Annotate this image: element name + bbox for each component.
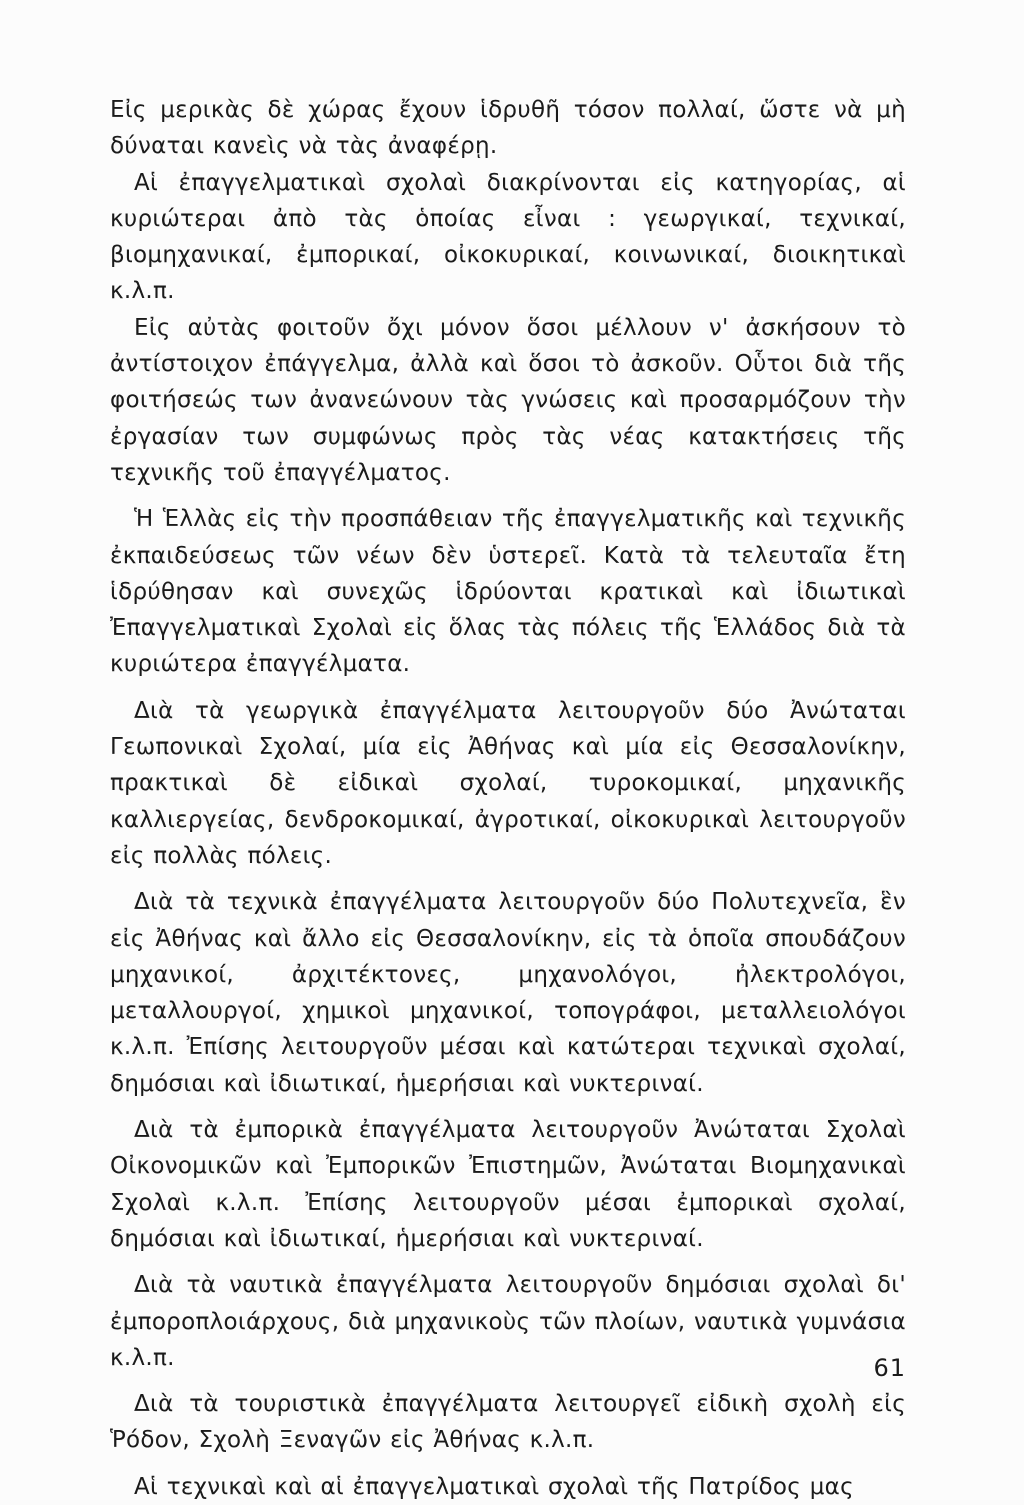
paragraph-6: Διὰ τὰ τεχνικὰ ἐπαγγέλματα λειτουργοῦν δύο Πολυτεχνεῖα, ἓν εἰς Ἀθήνας καὶ ἄλλο εἰς Θεσσαλονίκην, εἰς τὰ ὁποῖα σπουδάζουν μηχανικοί, ἀρχιτέκτονες, μηχανολόγοι, ἠλεκτρολόγοι, μεταλλουργοί, χημικοὶ μηχανικοί, τοπογράφοι, μεταλλειολόγοι κ.λ.π. Ἐπίσης λειτουργοῦν μέσαι καὶ κατώτεραι τεχνικαὶ σχολαί, δημόσιαι καὶ ἰδιωτικαί, ἡμερήσιαι καὶ νυκτεριναί. xyxy=(110,889,906,1097)
paragraph-4: Ἡ Ἑλλὰς εἰς τὴν προσπάθειαν τῆς ἐπαγγελματικῆς καὶ τεχνικῆς ἐκπαιδεύσεως τῶν νέων δὲν ὑστερεῖ. Κατὰ τὰ τελευταῖα ἔτη ἱδρύθησαν καὶ συνεχῶς ἱδρύονται κρατικαὶ καὶ ἰδιωτικαὶ Ἐπαγγελματικαὶ Σχολαὶ εἰς ὅλας τὰς πόλεις τῆς Ἑλλάδος διὰ τὰ κυριώτερα ἐπαγγέλματα. xyxy=(110,506,906,678)
paragraph-1: Εἰς μερικὰς δὲ χώρας ἔχουν ἱδρυθῆ τόσον πολλαί, ὥστε νὰ μὴ δύναται κανεὶς νὰ τὰς ἀναφέρῃ. xyxy=(110,97,906,160)
paragraph-3: Εἰς αὐτὰς φοιτοῦν ὄχι μόνον ὅσοι μέλλουν ν' ἀσκήσουν τὸ ἀντίστοιχον ἐπάγγελμα, ἀλλὰ καὶ ὅσοι τὸ ἀσκοῦν. Οὗτοι διὰ τῆς φοιτήσεώς των ἀνανεώνουν τὰς γνώσεις καὶ προσαρμόζουν τὴν ἐργασίαν των συμφώνως πρὸς τὰς νέας κατακτήσεις τῆς τεχνικῆς τοῦ ἐπαγγέλματος. xyxy=(110,314,906,486)
paragraph-8: Διὰ τὰ ναυτικὰ ἐπαγγέλματα λειτουργοῦν δημόσιαι σχολαὶ δι' ἐμποροπλοιάρχους, διὰ μηχανικοὺς τῶν πλοίων, ναυτικὰ γυμνάσια κ.λ.π. xyxy=(110,1272,906,1371)
body-text xyxy=(110,92,906,1505)
paragraph-2: Αἱ ἐπαγγελματικαὶ σχολαὶ διακρίνονται εἰς κατηγορίας, αἱ κυριώτεραι ἀπὸ τὰς ὁποίας εἶναι : γεωργικαί, τεχνικαί, βιομηχανικαί, ἐμπορικαί, οἰκοκυρικαί, κοινωνικαί, διοικητικαὶ κ.λ.π. xyxy=(110,169,906,305)
paragraph-5: Διὰ τὰ γεωργικὰ ἐπαγγέλματα λειτουργοῦν δύο Ἀνώταται Γεωπονικαὶ Σχολαί, μία εἰς Ἀθήνας καὶ μία εἰς Θεσσαλονίκην, πρακτικαὶ δὲ εἰδικαὶ σχολαί, τυροκομικαί, μηχανικῆς καλλιεργείας, δενδροκομικαί, ἀγροτικαί, οἰκοκυρικαὶ λειτουργοῦν εἰς πολλὰς πόλεις. xyxy=(110,697,906,869)
paragraph-7: Διὰ τὰ ἐμπορικὰ ἐπαγγέλματα λειτουργοῦν Ἀνώταται Σχολαὶ Οἰκονομικῶν καὶ Ἐμπορικῶν Ἐπιστημῶν, Ἀνώταται Βιομηχανικαὶ Σχολαὶ κ.λ.π. Ἐπίσης λειτουργοῦν μέσαι ἐμπορικαὶ σχολαί, δημόσιαι καὶ ἰδιωτικαί, ἡμερήσιαι καὶ νυκτεριναί. xyxy=(110,1117,906,1252)
paragraph-10: Αἱ τεχνικαὶ καὶ αἱ ἐπαγγελματικαὶ σχολαὶ τῆς Πατρίδος μας xyxy=(134,1473,854,1500)
paragraph-9: Διὰ τὰ τουριστικὰ ἐπαγγέλματα λειτουργεῖ εἰδικὴ σχολὴ εἰς Ῥόδον, Σχολὴ Ξεναγῶν εἰς Ἀθήνας κ.λ.π. xyxy=(110,1391,906,1454)
page-number: 61 xyxy=(873,1354,906,1382)
